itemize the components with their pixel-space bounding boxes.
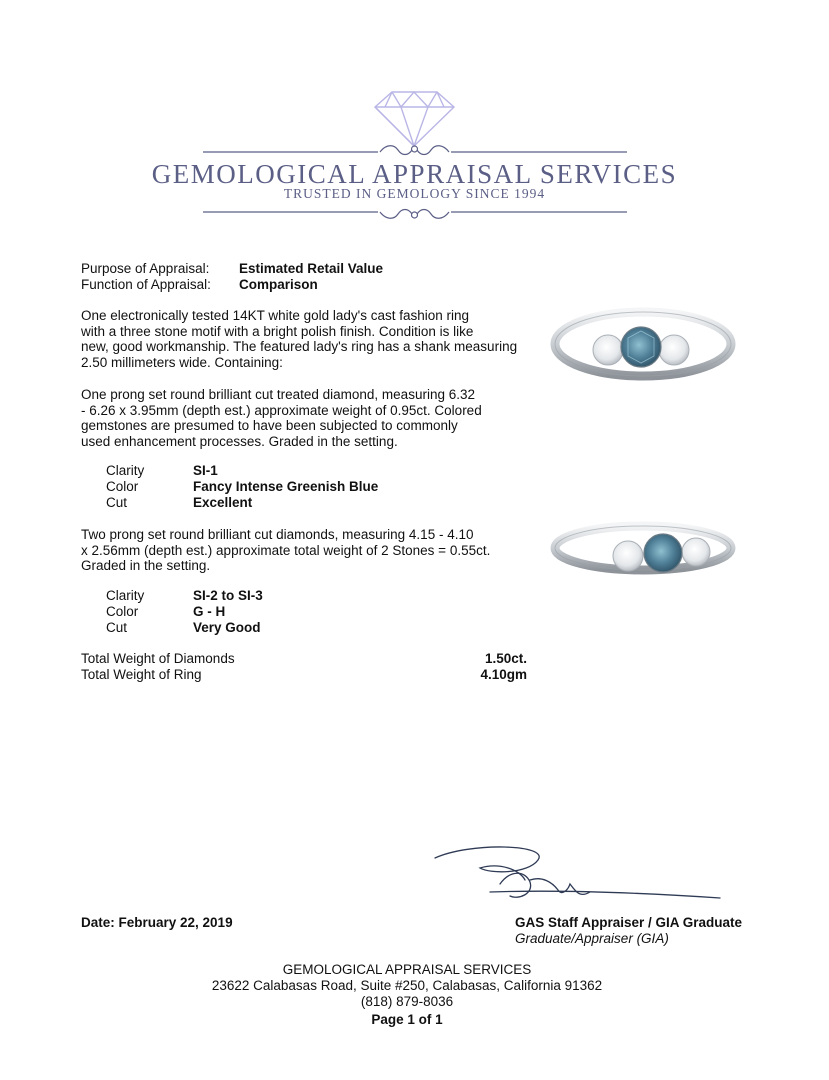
side-clarity-value: SI-2 to SI-3 (193, 588, 263, 603)
page-number: Page 1 of 1 (371, 1012, 443, 1027)
diamond-logo-icon (375, 92, 454, 146)
side-stones-line: Two prong set round brilliant cut diamonds, measuring 4.15 - 4.10 (81, 527, 474, 542)
ring-photo-front (548, 298, 738, 390)
function-value: Comparison (239, 277, 318, 292)
footer-address: 23622 Calabasas Road, Suite #250, Calabasas, California 91362 (211, 978, 603, 993)
side-cut-value: Very Good (193, 620, 261, 635)
function-label: Function of Appraisal: (81, 277, 211, 292)
total-ring-label: Total Weight of Ring (81, 667, 202, 682)
center-stone-line: One prong set round brilliant cut treated diamond, measuring 6.32 (81, 387, 475, 402)
total-diamonds-label: Total Weight of Diamonds (81, 651, 235, 666)
appraisal-date: Date: February 22, 2019 (81, 915, 233, 930)
total-ring-value: 4.10gm (480, 667, 527, 682)
purpose-value: Estimated Retail Value (239, 261, 384, 276)
center-cut-label: Cut (106, 495, 128, 510)
description-line: One electronically tested 14KT white gold lady's cast fashion ring (81, 308, 470, 323)
appraiser-signature (430, 840, 730, 915)
company-tagline: TRUSTED IN GEMOLOGY SINCE 1994 (283, 186, 546, 201)
footer-phone: (818) 879-8036 (360, 994, 454, 1009)
appraiser-title: GAS Staff Appraiser / GIA Graduate (515, 915, 743, 930)
ring-photo-angle (548, 512, 738, 592)
footer-company: GEMOLOGICAL APPRAISAL SERVICES (282, 962, 532, 977)
appraiser-subtitle: Graduate/Appraiser (GIA) (515, 931, 669, 946)
side-color-label: Color (106, 604, 139, 619)
center-color-label: Color (106, 479, 139, 494)
center-stone-line: used enhancement processes. Graded in the setting. (81, 433, 398, 449)
upper-flourish-divider (203, 146, 627, 155)
side-stones-description (81, 527, 531, 574)
center-clarity-label: Clarity (106, 463, 145, 478)
description-line: new, good workmanship. The featured lady's ring has a shank measuring (81, 339, 518, 354)
company-name: GEMOLOGICAL APPRAISAL SERVICES (151, 159, 678, 189)
total-diamonds-value: 1.50ct. (484, 651, 527, 666)
center-stone-line: - 6.26 x 3.95mm (depth est.) approximate weight of 0.95ct. Colored (81, 402, 482, 418)
description-line: 2.50 millimeters wide. Containing: (81, 354, 283, 370)
center-clarity-value: SI-1 (193, 463, 218, 478)
side-stones-line: x 2.56mm (depth est.) approximate total weight of 2 Stones = 0.55ct. (81, 542, 491, 558)
side-clarity-label: Clarity (106, 588, 145, 603)
side-cut-label: Cut (106, 620, 128, 635)
center-stone-line: gemstones are presumed to have been subjected to commonly (81, 418, 458, 433)
description-line: with a three stone motif with a bright polish finish. Condition is like (81, 323, 474, 339)
center-stone-description (81, 387, 531, 449)
center-cut-value: Excellent (193, 495, 253, 510)
side-color-value: G - H (193, 604, 226, 619)
lower-flourish-divider (203, 210, 627, 219)
ring-description (81, 308, 531, 370)
center-color-value: Fancy Intense Greenish Blue (193, 479, 379, 494)
side-stones-line: Graded in the setting. (81, 558, 211, 573)
purpose-label: Purpose of Appraisal: (81, 261, 210, 276)
